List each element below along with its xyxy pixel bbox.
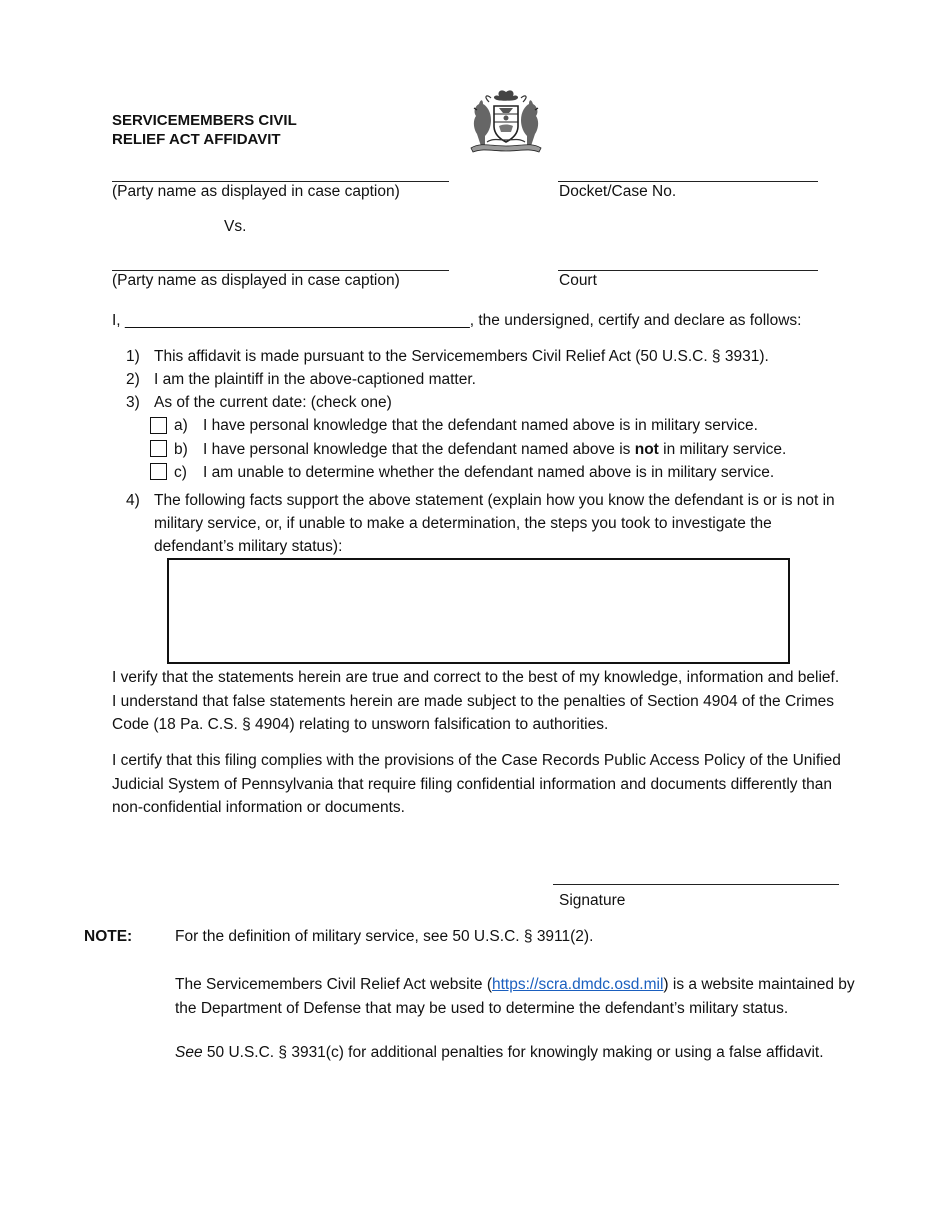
- item-3-number: 3): [126, 394, 140, 411]
- item-2-text: I am the plaintiff in the above-captioned matter.: [154, 371, 476, 388]
- item-4-line2: military service, or, if unable to make a determination, the steps you took to investigate the: [154, 515, 772, 532]
- option-a-text: I have personal knowledge that the defendant named above is in military service.: [203, 417, 758, 434]
- note-website-after: ) is a website maintained by the Department of Defense that may be used to determine the defendant’s military status.: [175, 976, 855, 1017]
- option-b-text-after: in military service.: [658, 441, 787, 458]
- coat-of-arms-icon: [461, 86, 551, 158]
- option-c-text: I am unable to determine whether the defendant named above is in military service.: [203, 464, 775, 481]
- scra-website-link[interactable]: https://scra.dmdc.osd.mil: [492, 976, 664, 993]
- item-4-number: 4): [126, 492, 140, 509]
- note-see-rest: 50 U.S.C. § 3931(c) for additional penalties for knowingly making or using a false affidavit.: [202, 1044, 824, 1061]
- certify-prefix: I,: [112, 312, 121, 329]
- option-b-letter: b): [174, 441, 188, 458]
- party1-label: (Party name as displayed in case caption): [112, 183, 400, 200]
- versus-label: Vs.: [224, 218, 247, 235]
- certify-suffix: , the undersigned, certify and declare as follows:: [469, 312, 802, 329]
- item-3-text: As of the current date: (check one): [154, 394, 392, 411]
- option-b-text-bold: not: [634, 441, 659, 458]
- item-1-text: This affidavit is made pursuant to the Servicemembers Civil Relief Act (50 U.S.C. § 3931).: [154, 348, 769, 365]
- option-b-checkbox[interactable]: [150, 440, 167, 457]
- party2-blank-line[interactable]: [112, 270, 449, 271]
- item-2-number: 2): [126, 371, 140, 388]
- note-military-definition: For the definition of military service, see 50 U.S.C. § 3911(2).: [175, 928, 594, 945]
- facts-text-box[interactable]: [167, 558, 790, 664]
- form-title: [112, 111, 297, 149]
- option-c-letter: c): [174, 464, 187, 481]
- court-label: Court: [559, 272, 597, 289]
- item-4-line3: defendant’s military status):: [154, 538, 343, 555]
- verification-paragraph: I verify that the statements herein are true and correct to the best of my knowledge, information and belief. I understand that false statements herein are made subject to the penalties of Section 4904 of the Crimes Code (18 Pa. C.S. § 4904) relating to unsworn falsification to authorities.: [112, 669, 840, 733]
- party2-label: (Party name as displayed in case caption): [112, 272, 400, 289]
- certify-statement: [112, 312, 801, 330]
- option-c-checkbox[interactable]: [150, 463, 167, 480]
- item-4-line1: The following facts support the above statement (explain how you know the defendant is or is not in: [154, 492, 835, 509]
- item-1-number: 1): [126, 348, 140, 365]
- option-b-text-before: I have personal knowledge that the defendant named above is: [203, 441, 635, 458]
- party1-blank-line[interactable]: [112, 181, 449, 182]
- public-access-paragraph: I certify that this filing complies with the provisions of the Case Records Public Access Policy of the Unified Judicial System of Pennsylvania that require filing confidential information and documents differently than non-confidential information or documents.: [112, 752, 841, 816]
- option-b-text: [203, 441, 786, 459]
- declarant-name-blank[interactable]: ________________________________________: [124, 312, 470, 329]
- option-a-checkbox[interactable]: [150, 417, 167, 434]
- signature-label: Signature: [559, 892, 626, 909]
- form-title-line2: RELIEF ACT AFFIDAVIT: [112, 131, 281, 148]
- note-see-italic: See: [175, 1044, 203, 1061]
- court-blank-line[interactable]: [558, 270, 818, 271]
- docket-blank-line[interactable]: [558, 181, 818, 182]
- form-title-line1: SERVICEMEMBERS CIVIL: [112, 112, 297, 129]
- option-a-letter: a): [174, 417, 188, 434]
- note-website-paragraph: [175, 973, 865, 1020]
- note-label: NOTE:: [84, 928, 133, 945]
- signature-blank-line[interactable]: [553, 884, 839, 885]
- docket-label: Docket/Case No.: [559, 183, 677, 200]
- note-penalties: [175, 1044, 824, 1062]
- note-website-before: The Servicemembers Civil Relief Act website (: [175, 976, 492, 993]
